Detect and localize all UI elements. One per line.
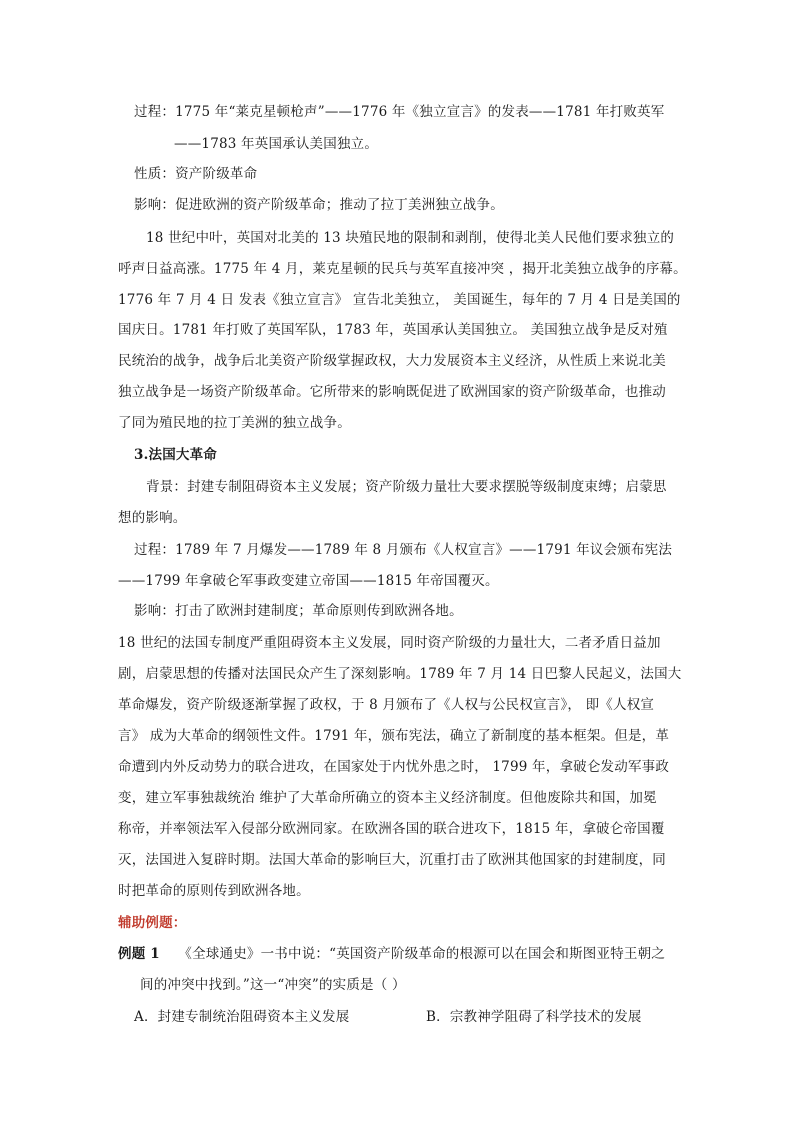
examples-heading: 辅助例题： — [118, 915, 187, 931]
american-paragraph-line: 国庆日。1781 年打败了英国军队，1783 年，英国承认美国独立。 美国独立战争是反对殖 — [118, 322, 668, 338]
french-background-line-1: 背景：封建专制阻碍资本主义发展；资产阶级力量壮大要求摆脱等级制度束缚；启蒙思 — [146, 479, 667, 495]
american-paragraph-line: 独立战争是一场资产阶级革命。它所带来的影响既促进了欧洲国家的资产阶级革命，也推动 — [118, 384, 666, 400]
american-paragraph-line: 18 世纪中叶，英国对北美的 13 块殖民地的限制和剥削，使得北美人民他们要求独立的 — [146, 230, 675, 246]
french-paragraph-line: 变，建立军事独裁统治 维护了大革命所确立的资本主义经济制度。但他废除共和国，加冕 — [118, 790, 657, 806]
french-process-line-2: ——1799 年拿破仑军事政变建立帝国——1815 年帝国覆灭。 — [118, 573, 499, 589]
french-paragraph-line: 命遭到内外反动势力的联合进攻，在国家处于内忧外患之时， 1799 年，拿破仑发动军事政 — [118, 759, 670, 775]
american-paragraph-line: 呼声日益高涨。1775 年 4 月，莱克星顿的民兵与英军直接冲突 ，揭开北美独立战争的序幕。 — [118, 261, 687, 277]
american-paragraph-line: 1776 年 7 月 4 日 发表《独立宣言》 宣告北美独立， 美国诞生，每年的 7 月 4 日是美国的 — [118, 292, 681, 308]
example-1-line-1 — [118, 944, 665, 964]
example-1-line-2: 间的冲突中找到。”这一“冲突”的实质是（ ） — [140, 977, 406, 993]
american-process-line-2: ——1783 年英国承认美国独立。 — [174, 136, 379, 152]
french-paragraph-line: 革命爆发，资产阶级逐渐掌握了政权，于 8 月颁布了《人权与公民权宣言》， 即《人权宣 — [118, 697, 655, 713]
french-revolution-heading: 3.法国大革命 — [134, 447, 217, 463]
option-a: A．封建专制统治阻碍资本主义发展 — [134, 1009, 350, 1025]
french-background-line-2: 想的影响。 — [118, 510, 187, 526]
french-paragraph-line: 灭，法国进入复辟时期。法国大革命的影响巨大，沉重打击了欧洲其他国家的封建制度，同 — [118, 852, 666, 868]
example-1-question: 《全球通史》一书中说：“英国资产阶级革命的根源可以在国会和斯图亚特王朝之 — [178, 946, 666, 962]
french-paragraph-line: 言》 成为大革命的纲领性文件。1791 年，颁布宪法，确立了新制度的基本框架。但是，革 — [118, 728, 670, 744]
french-paragraph-line: 时把革命的原则传到欧洲各地。 — [118, 883, 310, 899]
american-paragraph-line: 民统治的战争，战争后北美资产阶级掌握政权，大力发展资本主义经济，从性质上来说北美 — [118, 353, 666, 369]
example-1-label: 例题 1 — [118, 946, 160, 962]
french-paragraph-line: 称帝，并率领法军入侵部分欧洲同家。在欧洲各国的联合进攻下，1815 年，拿破仑帝国覆 — [118, 821, 665, 837]
french-paragraph-line: 18 世纪的法国专制度严重阻碍资本主义发展，同时资产阶级的力量壮大，二者矛盾日益加 — [118, 635, 661, 651]
french-impact: 影响：打击了欧洲封建制度；革命原则传到欧洲各地。 — [134, 603, 463, 619]
american-impact: 影响：促进欧洲的资产阶级革命；推动了拉丁美洲独立战争。 — [134, 197, 504, 213]
french-process-line-1: 过程：1789 年 7 月爆发——1789 年 8 月颁布《人权宣言》——1791 年议会颁布宪法 — [134, 542, 673, 558]
american-paragraph-line: 了同为殖民地的拉丁美洲的独立战争。 — [118, 415, 351, 431]
french-paragraph-line: 剧，启蒙思想的传播对法国民众产生了深刻影响。1789 年 7 月 14 日巴黎人民起义，法国大 — [118, 666, 682, 682]
american-nature: 性质：资产阶级革命 — [134, 166, 258, 182]
option-b: B．宗教神学阻碍了科学技术的发展 — [426, 1009, 642, 1025]
american-process-line-1: 过程：1775 年“莱克星顿枪声”——1776 年《独立宣言》的发表——1781 年打败英军 — [134, 104, 665, 120]
